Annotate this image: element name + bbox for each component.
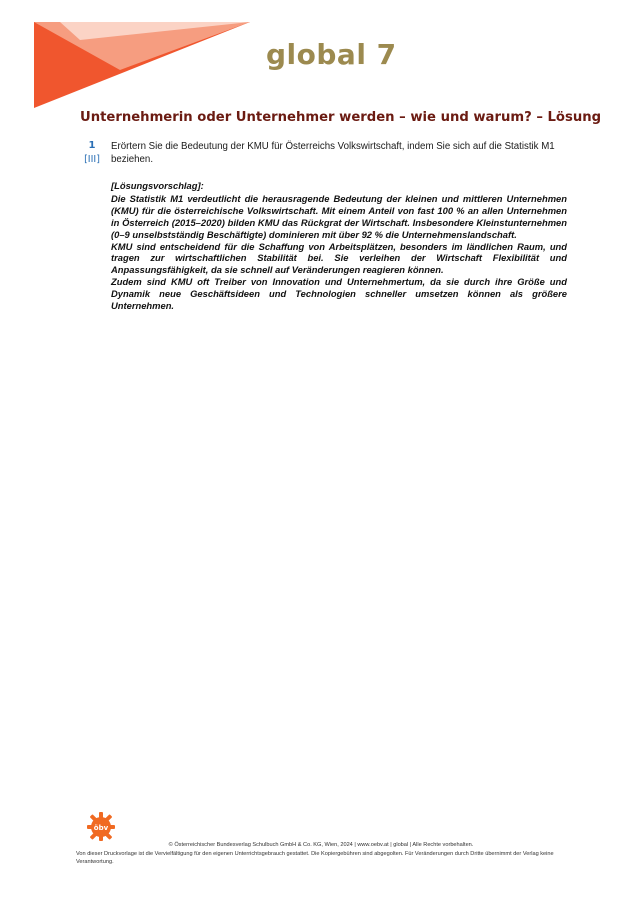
footer-disclaimer: Von dieser Druckvorlage ist die Vervielfältigung für den eigenen Unterrichtsgebrauch gestattet. Die Kopiergebühren sind abgegolten. Für Veränderungen durch Dritte übernimmt der Verlag keine Verantwortung. <box>76 850 554 865</box>
footer-copyright: © Österreichischer Bundesverlag Schulbuch GmbH & Co. KG, Wien, 2024 | www.oebv.at | global | Alle Rechte vorbehalten. <box>168 842 474 848</box>
publisher-logo <box>86 810 116 842</box>
solution-block <box>111 180 567 312</box>
solution-paragraph: KMU sind entscheidend für die Schaffung von Arbeitsplätzen, besonders im ländlichen Raum, und tragen zur wirtschaftlichen Stabilität bei. Sie verleihen der Wirtschaft Flexibilität und Anpassungsfähigkeit, da sie schnell auf Veränderungen reagieren können. <box>111 240 567 276</box>
task-level: [III] <box>84 154 100 165</box>
brand-title: global 7 <box>266 38 397 71</box>
solution-paragraph: Zudem sind KMU oft Treiber von Innovation und Unternehmertum, da sie durch ihre Größe und Dynamik neue Geschäftsideen und Technologien schneller umsetzen können als größere Unternehmen. <box>111 276 567 312</box>
corner-decoration <box>0 0 260 110</box>
solution-paragraph: Die Statistik M1 verdeutlicht die herausragende Bedeutung der kleinen und mittleren Unternehmen (KMU) für die österreichische Volkswirtschaft. Mit einem Anteil von fast 100 % an allen Unternehmen in Österreich (2015–2020) bilden KMU das Rückgrat der Wirtschaft. Insbesondere Kleinstunternehmen (0–9 unselbstständig Beschäftigte) dominieren mit über 92 % die Unternehmenslandschaft. <box>111 192 567 240</box>
footer <box>76 841 566 867</box>
task-text: Erörtern Sie die Bedeutung der KMU für Österreichs Volkswirtschaft, indem Sie sich auf die Statistik M1 beziehen. <box>111 141 555 165</box>
task-number: 1 <box>88 140 96 151</box>
logo-text: öbv <box>93 824 109 832</box>
solution-label: [Lösungsvorschlag]: <box>111 180 204 191</box>
page-heading: Unternehmerin oder Unternehmer werden – wie und warum? – Lösung <box>80 110 602 125</box>
